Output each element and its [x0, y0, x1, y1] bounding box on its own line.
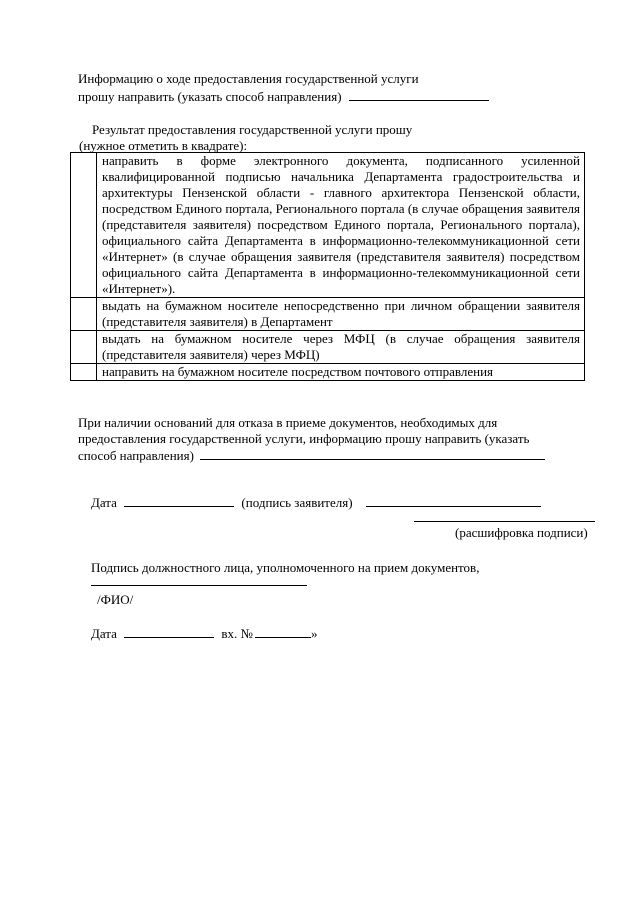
info-method-field[interactable]	[349, 88, 489, 101]
signature-decoding-field[interactable]	[414, 507, 595, 522]
registration-row	[91, 625, 317, 642]
refusal-line3	[78, 447, 545, 464]
result-options-table	[70, 152, 585, 381]
official-fio-label: /ФИО/	[97, 592, 134, 607]
refusal-line3-text: способ направления)	[78, 448, 194, 463]
registration-date-field[interactable]	[124, 625, 214, 638]
option-checkbox-personal[interactable]	[71, 298, 97, 331]
official-signature-label: Подпись должностного лица, уполномоченного на прием документов,	[91, 560, 480, 575]
registration-date-label: Дата	[91, 626, 117, 641]
option-text-post: направить на бумажном носителе посредством почтового отправления	[97, 364, 585, 381]
option-row	[71, 331, 585, 364]
applicant-signature-field[interactable]	[366, 494, 541, 507]
refusal-line2: предоставления государственной услуги, информацию прошу направить (указать	[78, 431, 530, 446]
applicant-date-label: Дата	[91, 495, 117, 510]
option-row	[71, 364, 585, 381]
registration-closing-quote: »	[310, 626, 318, 641]
applicant-signature-label: (подпись заявителя)	[241, 495, 353, 510]
official-signature-field[interactable]	[91, 572, 307, 586]
option-checkbox-post[interactable]	[71, 364, 97, 381]
result-request-line2: (нужное отметить в квадрате):	[79, 138, 248, 153]
option-text-personal: выдать на бумажном носителе непосредственно при личном обращении заявителя (представителя заявителя) в Департамент	[97, 298, 585, 331]
refusal-method-field[interactable]	[200, 447, 545, 460]
info-request-line2-text: прошу направить (указать способ направления)	[78, 89, 342, 104]
option-text-mfc: выдать на бумажном носителе через МФЦ (в случае обращения заявителя (представителя заявителя) через МФЦ)	[97, 331, 585, 364]
info-request-line2	[78, 88, 489, 105]
registration-number-label: вх. №	[221, 626, 253, 641]
info-request-line1: Информацию о ходе предоставления государственной услуги	[78, 71, 419, 86]
refusal-line1: При наличии оснований для отказа в приеме документов, необходимых для	[78, 415, 498, 430]
applicant-date-field[interactable]	[124, 494, 234, 507]
registration-number-field[interactable]	[255, 625, 311, 638]
result-request-line1: Результат предоставления государственной услуги прошу	[92, 122, 413, 137]
option-checkbox-mfc[interactable]	[71, 331, 97, 364]
option-checkbox-electronic[interactable]	[71, 153, 97, 298]
option-row	[71, 153, 585, 298]
option-row	[71, 298, 585, 331]
signature-decoding-label: (расшифровка подписи)	[455, 525, 588, 540]
option-text-electronic: направить в форме электронного документа, подписанного усиленной квалифицированной подписью начальника Департамента градостроительства и архитектуры Пензенской области - главного архитектора Пензенской области, посредством Единого портала, Регионального портала (в случае обращения заявителя (представителя заявителя) посредством Единого портала, Регионального портала), официального сайта Департамента в информационно-телекоммуникационной сети «Интернет» (в случае обращения заявителя (представителя заявителя) посредством официального сайта Департамента в информационно-телекоммуникационной сети «Интернет»).	[97, 153, 585, 298]
